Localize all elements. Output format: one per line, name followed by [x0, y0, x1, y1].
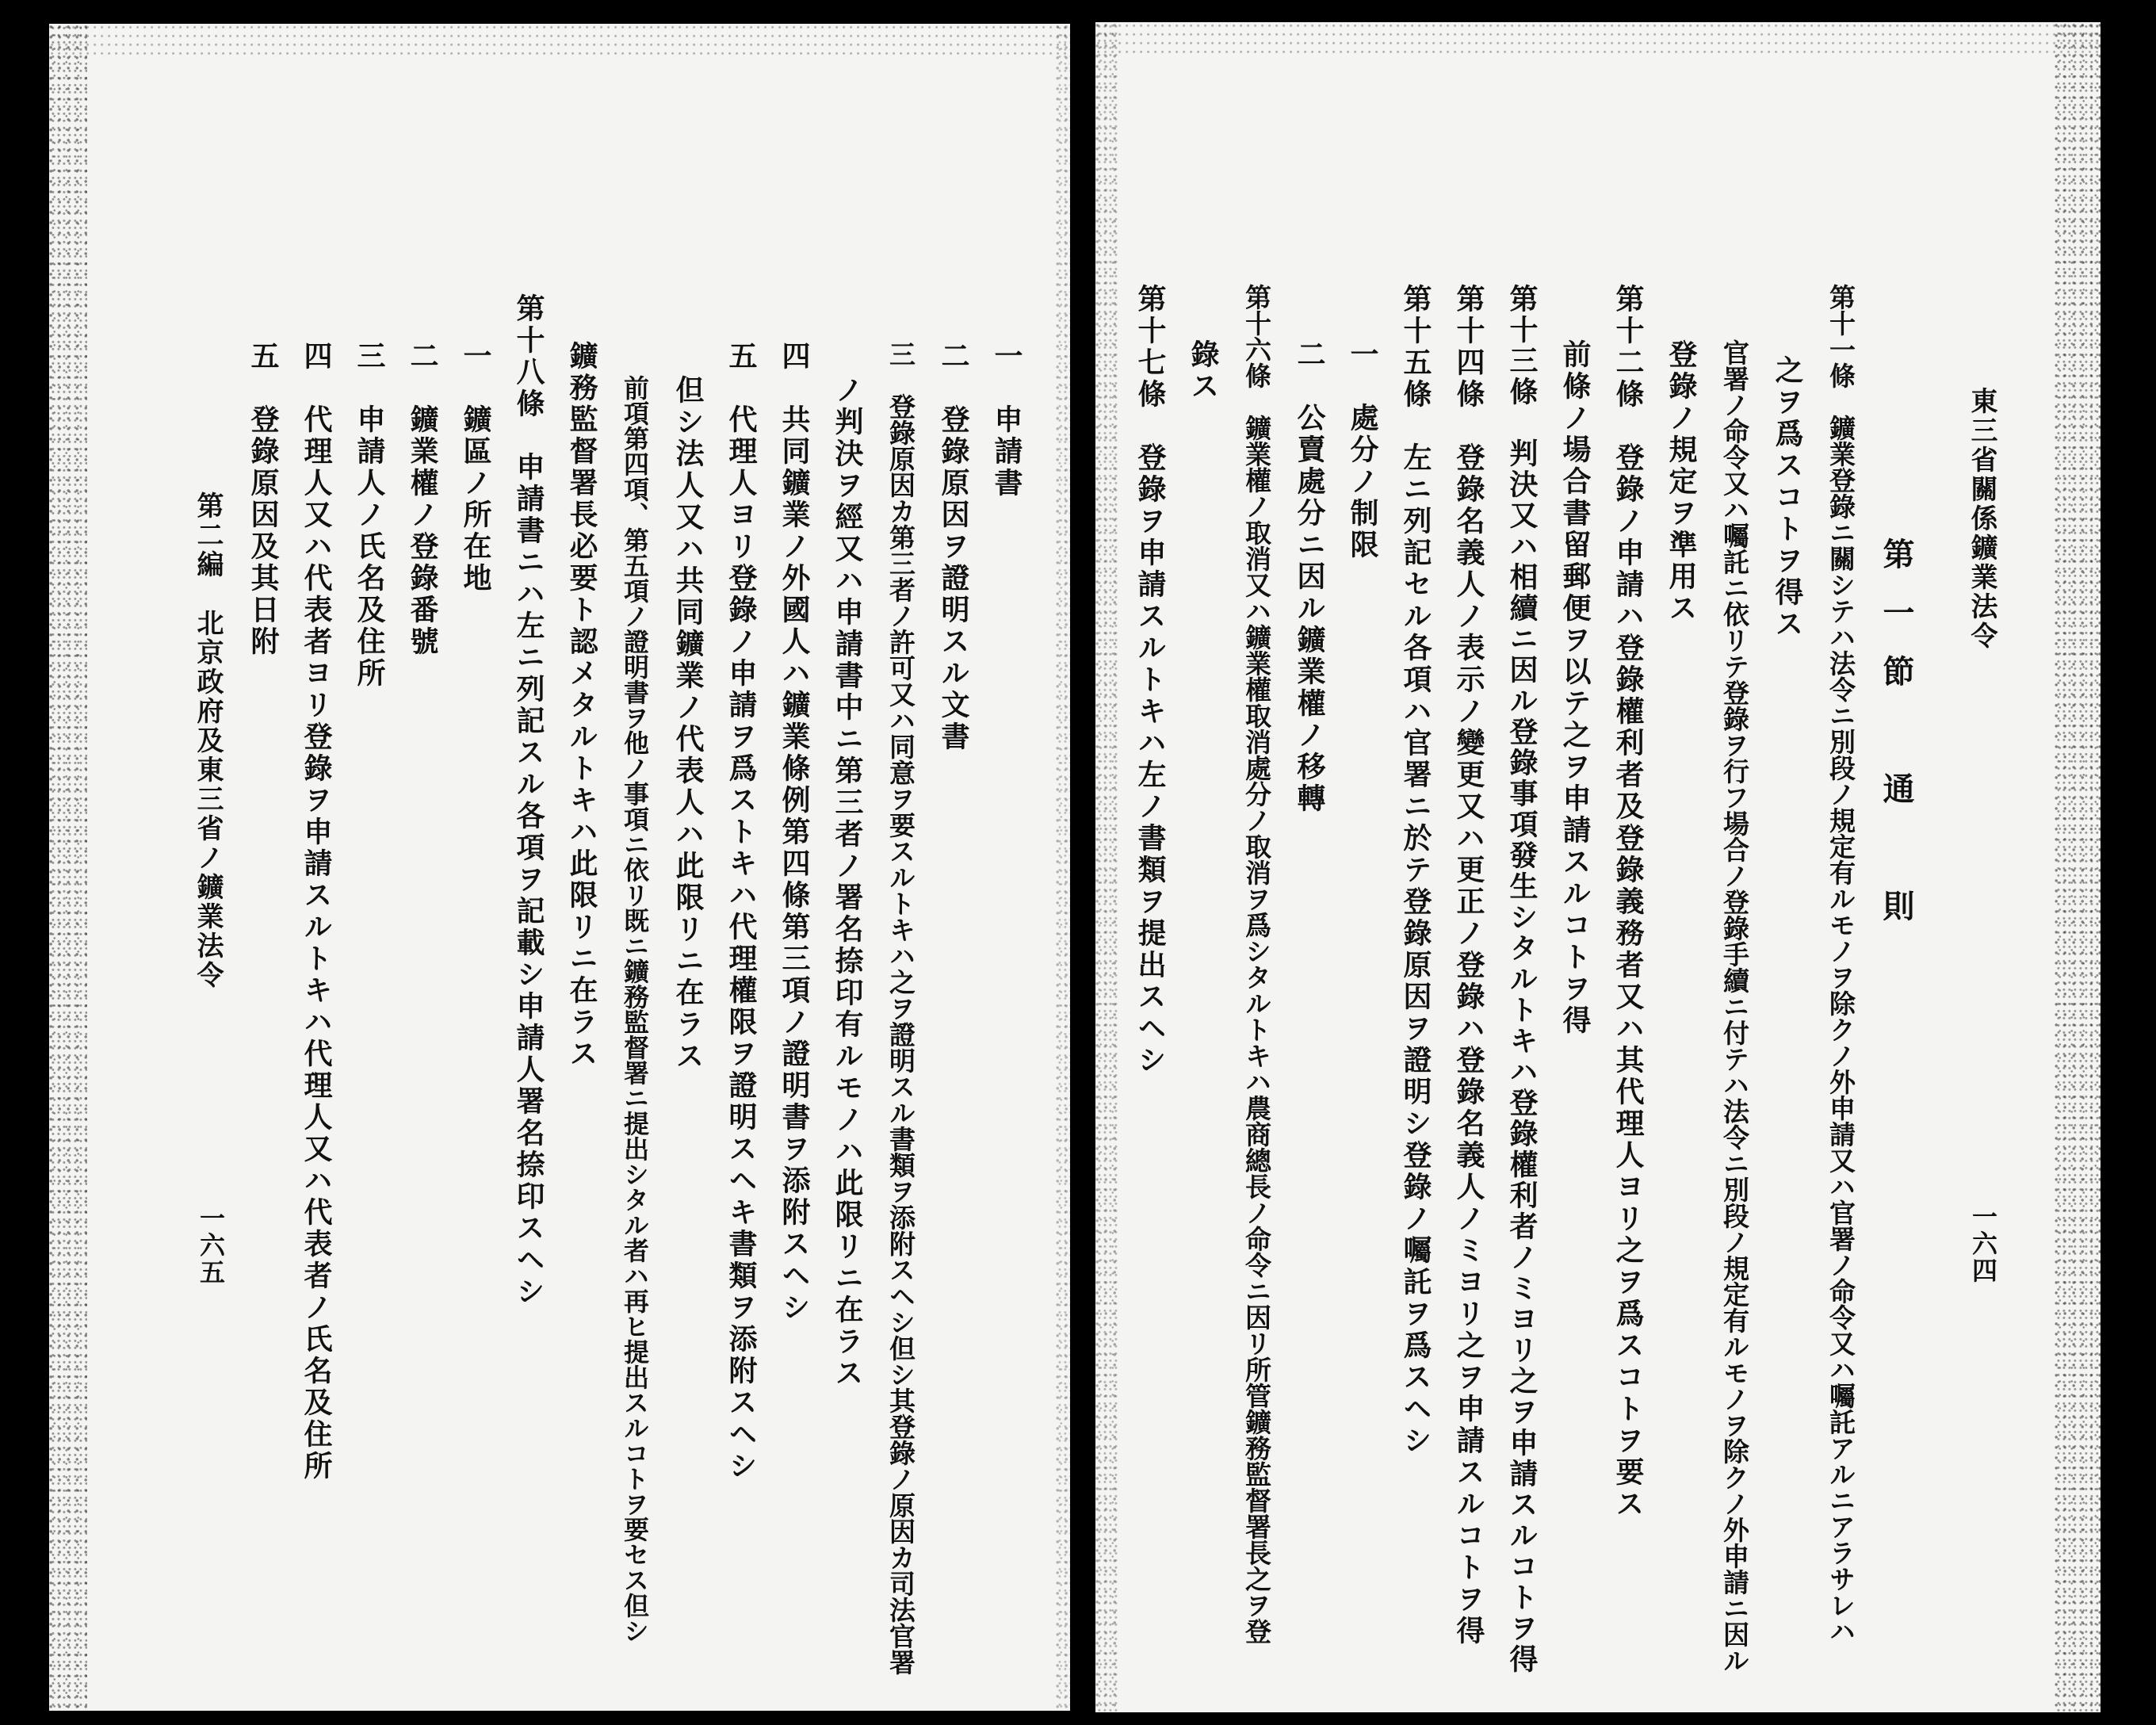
left-line-3: 三 登錄原因カ第三者ノ許可又ハ同意ヲ要スルトキハ之ヲ證明スル書類ヲ添附スヘシ但シ其登錄ノ原因カ司法官署 [885, 341, 916, 1675]
left-line-10: 第十八條 申請書ニハ左ニ列記スル各項ヲ記載シ申請人署名捺印スヘシ [512, 293, 545, 1308]
left-line-14: 四 代理人又ハ代表者ヨリ登錄ヲ申請スルトキハ代理人又ハ代表者ノ氏名及住所 [300, 341, 333, 1482]
right-page [1095, 22, 2101, 1712]
right-line-2: 之ヲ爲スコトヲ得ス [1771, 355, 1804, 641]
right-line-14: 第十七條 登錄ヲ申請スルトキハ左ノ書類ヲ提出スヘシ [1133, 284, 1167, 1077]
page-number-right: 一六四 [1968, 1203, 1998, 1284]
left-line-13: 三 申請人ノ氏名及住所 [353, 341, 386, 690]
running-head: 東三省關係鑛業法令 [1966, 387, 1997, 651]
right-line-11: 二 公賣處分ニ因ル鑛業權ノ移轉 [1293, 339, 1326, 815]
left-line-8: 前項第四項、第五項ノ證明書ヲ他ノ事項ニ依リ既ニ鑛務監督署ニ提出シタル者ハ再ヒ提出スルコトヲ要セス但シ [620, 375, 650, 1643]
scan-noise-gutter-right [1095, 22, 1119, 1712]
right-line-5: 第十二條 登錄ノ申請ハ登錄權利者及登錄義務者又ハ其代理人ヨリ之ヲ爲スコトヲ要ス [1611, 284, 1645, 1520]
scan-noise-right-edge [2055, 22, 2101, 1712]
left-line-6: 五 代理人ヨリ登錄ノ申請ヲ爲ストキハ代理權限ヲ證明スヘキ書類ヲ添附スヘシ [724, 341, 758, 1482]
right-line-7: 第十三條 判決又ハ相續ニ因ル登錄事項發生シタルトキハ登錄權利者ノミヨリ之ヲ申請スルコトヲ得 [1505, 284, 1539, 1675]
left-line-7: 但シ法人又ハ共同鑛業ノ代表人ハ此限リニ在ラス [671, 375, 705, 1073]
scan-noise-gutter-left [1056, 24, 1070, 1711]
left-line-9: 鑛務監督署長必要ト認メタルトキハ此限リニ在ラス [565, 341, 598, 1070]
scan-noise-left-edge [49, 24, 87, 1711]
right-line-9: 第十五條 左ニ列記セル各項ハ官署ニ於テ登錄原因ヲ證明シ登錄ノ囑託ヲ爲スヘシ [1399, 284, 1432, 1457]
right-line-10: 一 處分ノ制限 [1346, 339, 1379, 561]
right-line-8: 第十四條 登錄名義人ノ表示ノ變更又ハ更正ノ登錄ハ登錄名義人ノミヨリ之ヲ申請スルコトヲ得 [1452, 284, 1485, 1647]
scan-noise-top-left [49, 24, 1070, 55]
left-line-1: 一 申請書 [990, 341, 1023, 499]
right-line-3: 官署ノ命令又ハ囑託ニ依リテ登錄ヲ行フ場合ノ登錄手續ニ付テハ法令ニ別段ノ規定有ルモノヲ除クノ外申請ニ因ル [1719, 339, 1750, 1673]
right-line-6: 前條ノ場合書留郵便ヲ以テ之ヲ申請スルコトヲ得 [1558, 339, 1592, 1037]
left-line-11: 一 鑛區ノ所在地 [459, 341, 492, 595]
page-number-left: 一六五 [196, 1205, 226, 1286]
left-line-12: 二 鑛業權ノ登錄番號 [406, 341, 439, 658]
left-footer: 第二編 北京政府及東三省ノ鑛業法令 [192, 491, 224, 990]
scan-noise-top-right [1095, 22, 2101, 54]
left-page [49, 24, 1070, 1711]
right-line-13: 錄ス [1187, 339, 1220, 403]
right-line-12: 第十六條 鑛業權ノ取消又ハ鑛業權取消處分ノ取消ヲ爲シタルトキハ農商總長ノ命令ニ因リ所管鑛務監督署長之ヲ登 [1241, 284, 1272, 1644]
right-line-4: 登錄ノ規定ヲ準用ス [1665, 339, 1698, 625]
left-line-2: 二 登錄原因ヲ證明スル文書 [937, 341, 970, 753]
left-line-4: ノ判決ヲ經又ハ申請書中ニ第三者ノ署名捺印有ルモノハ此限リニ在ラス [831, 375, 864, 1390]
left-line-5: 四 共同鑛業ノ外國人ハ鑛業條例第四條第三項ノ證明書ヲ添附スヘシ [778, 341, 811, 1324]
section-title: 第一節 通 則 [1878, 537, 1915, 948]
left-line-15: 五 登錄原因及其日附 [247, 341, 280, 658]
right-line-1: 第十一條 鑛業登錄ニ關シテハ法令ニ別段ノ規定有ルモノヲ除クノ外申請又ハ官署ノ命令又ハ囑託アルニアラサレハ [1825, 284, 1856, 1644]
